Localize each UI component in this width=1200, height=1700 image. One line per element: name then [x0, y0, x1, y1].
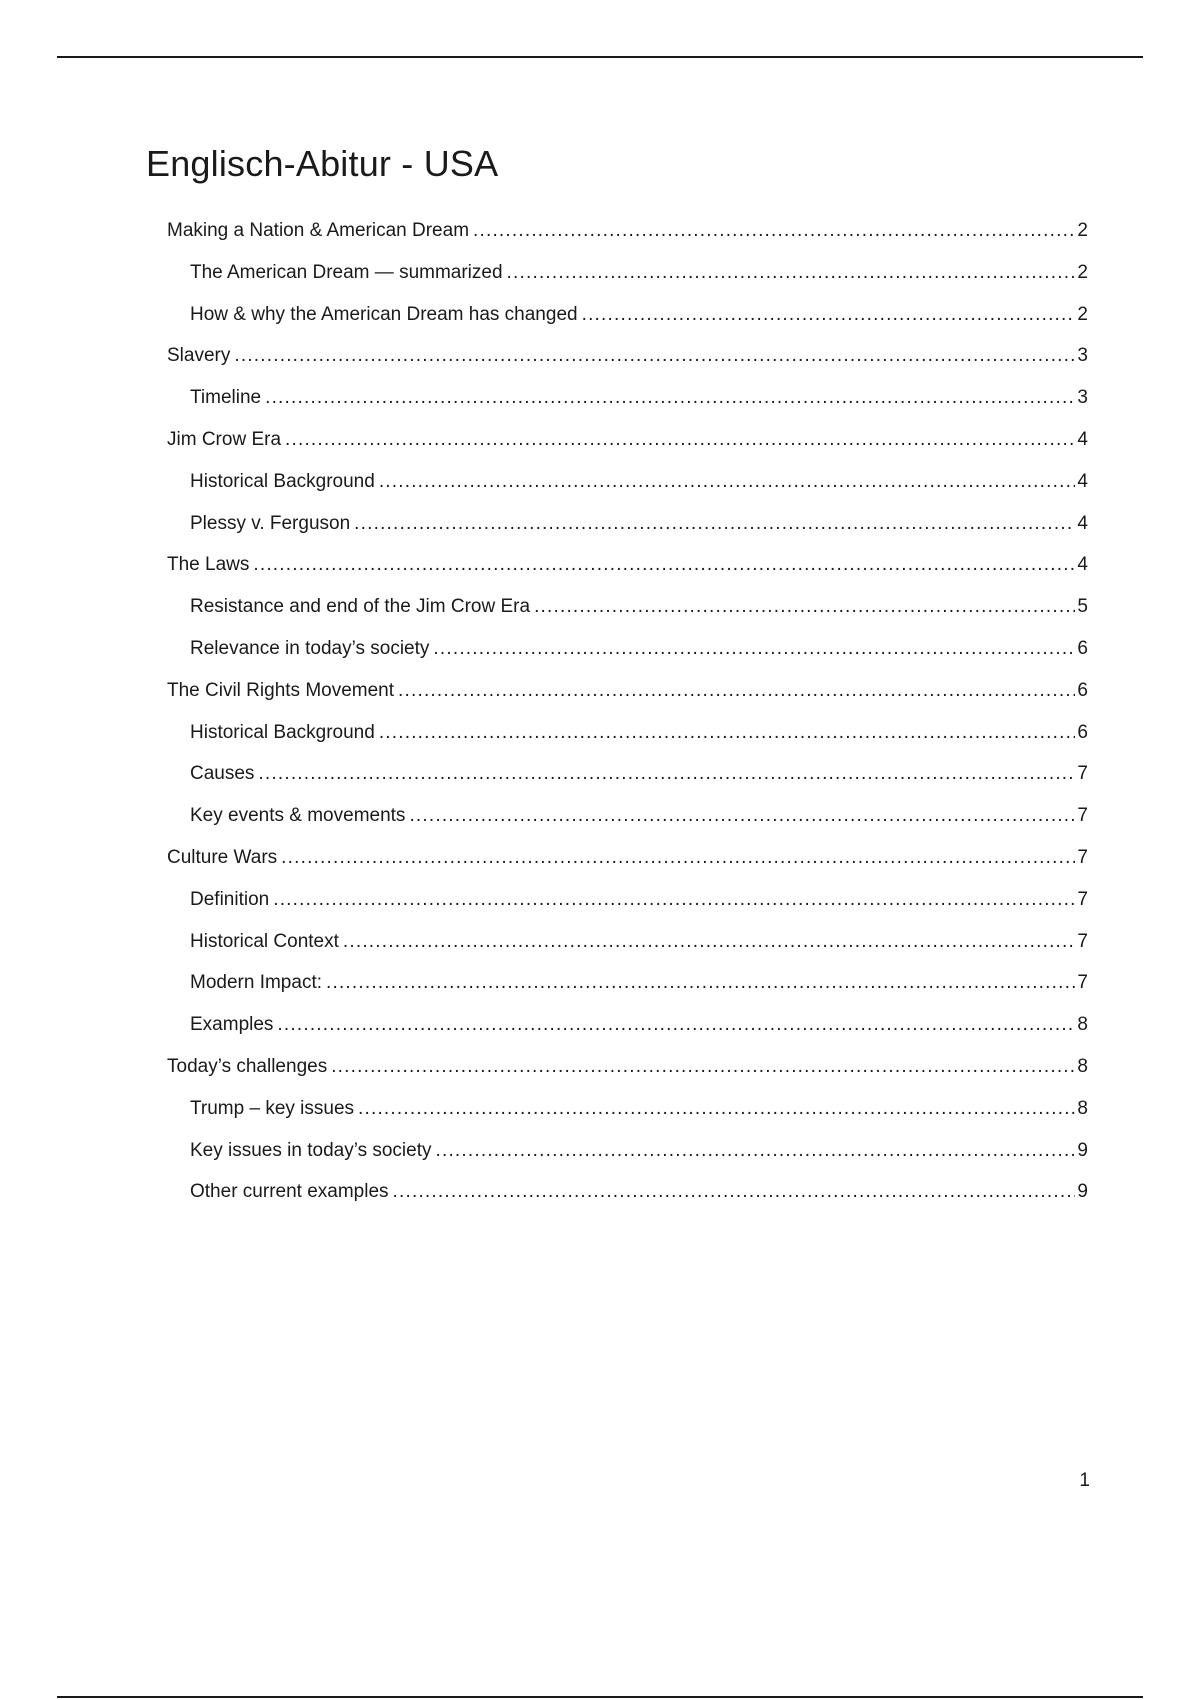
toc-entry-page: 7	[1077, 763, 1088, 785]
toc-dot-leader	[326, 968, 1075, 998]
toc-entry-page: 4	[1077, 554, 1088, 576]
table-of-contents	[167, 216, 1088, 1219]
toc-entry-label: Historical Context	[190, 930, 339, 952]
toc-dot-leader	[354, 509, 1075, 539]
toc-entry[interactable]	[167, 341, 1088, 383]
header-rule	[57, 56, 1143, 58]
toc-dot-leader	[273, 885, 1075, 915]
toc-entry[interactable]	[167, 1052, 1088, 1094]
toc-entry[interactable]	[167, 425, 1088, 467]
toc-entry-label: Slavery	[167, 345, 231, 367]
toc-entry[interactable]	[167, 592, 1088, 634]
toc-entry[interactable]	[167, 1010, 1088, 1052]
toc-entry[interactable]	[167, 801, 1088, 843]
toc-dot-leader	[253, 550, 1075, 580]
toc-dot-leader	[331, 1052, 1075, 1082]
toc-dot-leader	[473, 216, 1075, 246]
toc-entry[interactable]	[167, 1094, 1088, 1136]
toc-entry[interactable]	[167, 383, 1088, 425]
toc-dot-leader	[285, 425, 1075, 455]
toc-entry[interactable]	[167, 467, 1088, 509]
toc-entry-page: 2	[1077, 303, 1088, 325]
toc-dot-leader	[507, 258, 1076, 288]
toc-entry-page: 4	[1077, 428, 1088, 450]
toc-entry-page: 5	[1077, 596, 1088, 618]
toc-entry[interactable]	[167, 1136, 1088, 1178]
toc-entry-page: 3	[1077, 345, 1088, 367]
toc-entry-page: 8	[1077, 1097, 1088, 1119]
toc-dot-leader	[433, 634, 1075, 664]
toc-entry-label: Historical Background	[190, 470, 375, 492]
toc-entry-label: Examples	[190, 1014, 274, 1036]
toc-entry-page: 2	[1077, 220, 1088, 241]
toc-entry-label: Historical Background	[190, 721, 375, 743]
toc-entry-page: 6	[1077, 721, 1088, 743]
toc-entry-page: 8	[1077, 1055, 1088, 1077]
toc-entry[interactable]	[167, 927, 1088, 969]
toc-entry[interactable]	[167, 968, 1088, 1010]
toc-dot-leader	[281, 843, 1075, 873]
toc-entry-label: Making a Nation & American Dream	[167, 220, 470, 241]
footer-rule	[57, 1696, 1143, 1698]
toc-dot-leader	[393, 1177, 1076, 1207]
toc-entry-label: Culture Wars	[167, 846, 278, 868]
toc-entry-label: Plessy v. Ferguson	[190, 512, 351, 534]
toc-dot-leader	[265, 383, 1075, 413]
toc-entry-label: Other current examples	[190, 1181, 389, 1203]
toc-entry-label: Relevance in today’s society	[190, 637, 430, 659]
toc-entry-label: Causes	[190, 763, 255, 785]
toc-entry[interactable]	[167, 216, 1088, 258]
toc-dot-leader	[534, 592, 1075, 622]
toc-entry-label: How & why the American Dream has changed	[190, 303, 578, 325]
toc-entry[interactable]	[167, 759, 1088, 801]
toc-entry-label: The American Dream — summarized	[190, 261, 503, 283]
toc-dot-leader	[409, 801, 1075, 831]
toc-dot-leader	[234, 341, 1075, 371]
toc-entry[interactable]	[167, 676, 1088, 718]
toc-entry-page: 4	[1077, 470, 1088, 492]
toc-entry-page: 8	[1077, 1014, 1088, 1036]
toc-dot-leader	[277, 1010, 1075, 1040]
toc-dot-leader	[436, 1136, 1076, 1166]
toc-entry-label: Definition	[190, 888, 270, 910]
toc-entry[interactable]	[167, 885, 1088, 927]
toc-entry-page: 7	[1077, 846, 1088, 868]
toc-entry[interactable]	[167, 509, 1088, 551]
toc-dot-leader	[258, 759, 1075, 789]
toc-entry-label: Key events & movements	[190, 805, 406, 827]
toc-entry-label: Resistance and end of the Jim Crow Era	[190, 596, 531, 618]
toc-entry[interactable]	[167, 550, 1088, 592]
toc-entry-label: Jim Crow Era	[167, 428, 282, 450]
toc-entry-page: 6	[1077, 637, 1088, 659]
toc-dot-leader	[582, 300, 1076, 330]
toc-dot-leader	[398, 676, 1075, 706]
toc-entry-page: 6	[1077, 679, 1088, 701]
toc-entry-label: The Civil Rights Movement	[167, 679, 395, 701]
toc-dot-leader	[379, 467, 1076, 497]
toc-entry-label: Timeline	[190, 387, 262, 409]
document-title: Englisch-Abitur - USA	[146, 143, 499, 184]
toc-entry-label: Modern Impact:	[190, 972, 322, 994]
toc-entry-label: Key issues in today’s society	[190, 1139, 432, 1161]
toc-entry-page: 4	[1077, 512, 1088, 534]
toc-entry[interactable]	[167, 843, 1088, 885]
toc-entry-page: 9	[1077, 1181, 1088, 1203]
toc-dot-leader	[358, 1094, 1075, 1124]
toc-entry[interactable]	[167, 258, 1088, 300]
toc-entry[interactable]	[167, 1177, 1088, 1219]
toc-entry-page: 2	[1077, 261, 1088, 283]
toc-entry-label: The Laws	[167, 554, 250, 576]
toc-entry-page: 7	[1077, 805, 1088, 827]
toc-entry[interactable]	[167, 718, 1088, 760]
toc-dot-leader	[343, 927, 1076, 957]
toc-entry[interactable]	[167, 300, 1088, 342]
toc-entry-page: 7	[1077, 972, 1088, 994]
toc-entry[interactable]	[167, 634, 1088, 676]
toc-entry-label: Trump – key issues	[190, 1097, 355, 1119]
toc-entry-page: 9	[1077, 1139, 1088, 1161]
toc-entry-page: 7	[1077, 888, 1088, 910]
toc-entry-page: 7	[1077, 930, 1088, 952]
toc-entry-page: 3	[1077, 387, 1088, 409]
toc-dot-leader	[379, 718, 1076, 748]
toc-entry-label: Today’s challenges	[167, 1055, 328, 1077]
page-number: 1	[1079, 1470, 1090, 1491]
